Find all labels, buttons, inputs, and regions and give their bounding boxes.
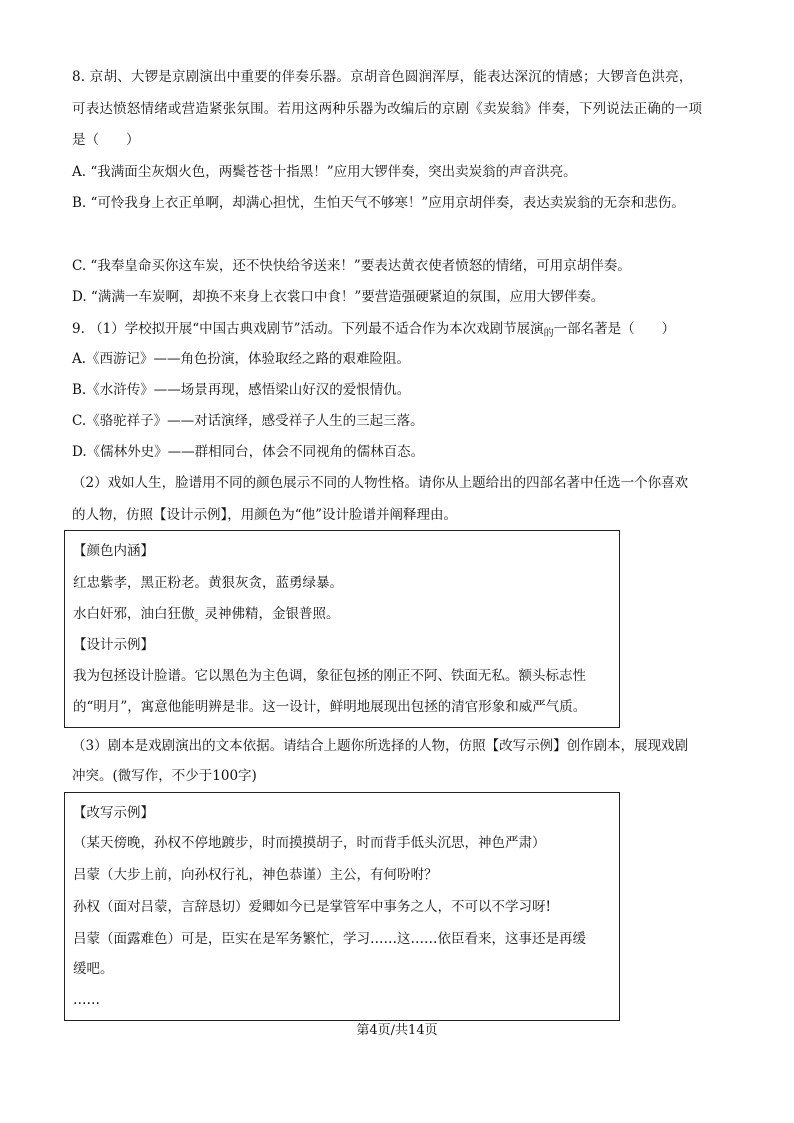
- design-example-heading: 【设计示例】: [73, 637, 154, 653]
- design-example-box: [64, 530, 620, 728]
- color-meaning-line-2-a: 水白奸邪，油白狂傲: [73, 606, 195, 622]
- q9-part3-line-1: （3）剧本是戏剧演出的文本依据。请结合上题你所选择的人物，仿照【改写示例】创作剧本，展现戏剧: [72, 738, 689, 754]
- q9-part3-line-2: 冲突。(微写作，不少于100字): [72, 768, 257, 784]
- q9-part1-stem: [72, 319, 675, 344]
- color-meaning-line-2-b: 灵神佛精，金银普照。: [204, 606, 340, 622]
- q9-option-d: D.《儒林外史》——群相同台，体会不同视角的儒林百态。: [72, 444, 425, 460]
- q8-option-b: B. “可怜我身上衣正单啊，却满心担忧，生怕天气不够寒！”应用京胡伴奏，表达卖炭翁的无奈和悲伤。: [72, 195, 685, 211]
- q8-option-a: A. “我满面尘灰烟火色，两鬓苍苍十指黑！”应用大锣伴奏，突出卖炭翁的声音洪亮。: [72, 164, 577, 180]
- rewrite-line-1: （某天傍晚，孙权不停地踱步，时而摸摸胡子，时而背手低头沉思，神色严肃）: [73, 835, 546, 851]
- q9-part2-line-1: （2）戏如人生，脸谱用不同的颜色展示不同的人物性格。请你从上题给出的四部名著中任选一个你喜欢: [72, 475, 689, 491]
- rewrite-line-6: ……: [73, 992, 100, 1008]
- rewrite-example-heading: 【改写示例】: [73, 805, 154, 821]
- rewrite-line-5: 缓吧。: [73, 961, 114, 977]
- q9-option-b: B.《水浒传》——场景再现，感悟梁山好汉的爱恨情仇。: [72, 382, 411, 398]
- color-meaning-line-2-sub: 。: [194, 613, 205, 624]
- q8-stem-line-1: 8. 京胡、大锣是京剧演出中重要的伴奏乐器。京胡音色圆润浑厚，能表达深沉的情感；大锣音色洪亮，: [72, 69, 693, 85]
- design-example-line-1: 我为包拯设计脸谱。它以黑色为主色调，象征包拯的刚正不阿、铁面无私。额头标志性: [73, 668, 586, 684]
- design-example-line-2: 的“明月”，寓意他能明辨是非。这一设计，鲜明地展现出包拯的清官形象和威严气质。: [73, 699, 587, 715]
- q8-option-d: D. “满满一车炭啊，却换不来身上衣裳口中食！”要营造强硬紧迫的氛围，应用大锣伴奏。: [72, 289, 605, 305]
- rewrite-line-2: 吕蒙（大步上前，向孙权行礼，神色恭谨）主公，有何吩咐？: [73, 867, 438, 883]
- q9-option-a: A.《西游记》——角色扮演，体验取经之路的艰难险阻。: [72, 351, 411, 367]
- q8-option-c: C. “我奉皇命买你这车炭，还不快快给爷送来！”要表达黄衣使者愤怒的情绪，可用京胡伴奏。: [72, 258, 631, 274]
- rewrite-example-box: [64, 792, 620, 1021]
- q9-part1-stem-text-b: 一部名著是（ ）: [553, 321, 676, 337]
- color-meaning-line-1: 红忠紫孝，黑正粉老。黄狠灰贪，蓝勇绿暴。: [73, 575, 343, 591]
- q9-option-c: C.《骆驼祥子》——对话演绎，感受祥子人生的三起三落。: [72, 413, 424, 429]
- q9-part1-stem-subscript: 的: [543, 328, 554, 339]
- color-meaning-heading: 【颜色内涵】: [73, 543, 154, 559]
- page-number: 第4页/共14页: [356, 1023, 438, 1038]
- color-meaning-line-2: [73, 604, 340, 629]
- q8-stem-line-3: 是（ ）: [72, 132, 140, 148]
- q8-stem-line-2: 可表达愤怒情绪或营造紧张氛围。若用这两种乐器为改编后的京剧《卖炭翁》伴奏，下列说法正确的一项: [72, 101, 703, 117]
- q9-part2-line-2: 的人物，仿照【设计示例】，用颜色为“他”设计脸谱并阐释理由。: [72, 507, 458, 523]
- q9-part1-stem-text-a: 9. （1）学校拟开展“中国古典戏剧节”活动。下列最不适合作为本次戏剧节展演: [72, 321, 544, 337]
- rewrite-line-4: 吕蒙（面露难色）可是，臣实在是军务繁忙，学习……这……依臣看来，这事还是再缓: [73, 931, 586, 947]
- rewrite-line-3: 孙权（面对吕蒙，言辞恳切）爱卿如今已是掌管军中事务之人，不可以不学习呀!: [73, 899, 551, 915]
